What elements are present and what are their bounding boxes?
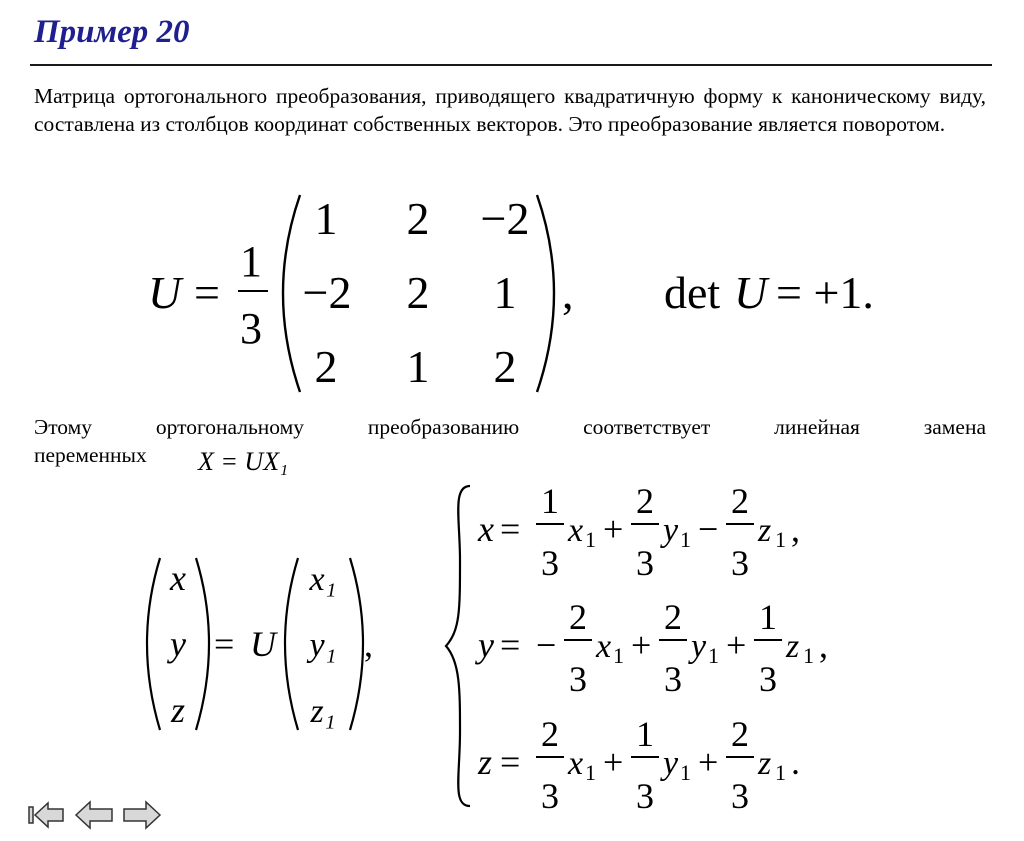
term-frac-num: 2 xyxy=(569,597,587,637)
matrix-cell: −2 xyxy=(480,193,530,244)
term-frac-num: 1 xyxy=(541,481,559,521)
formula1-frac-num: 1 xyxy=(240,237,262,286)
matrix-cell: 1 xyxy=(493,267,517,318)
system-brace xyxy=(446,486,470,806)
equation-end: , xyxy=(819,625,828,665)
term-subscript: 1 xyxy=(613,643,624,668)
arrow-right-icon xyxy=(124,802,160,828)
term-sign: + xyxy=(698,742,719,782)
matrix-cell: 1 xyxy=(406,341,430,392)
vector-right-paren-close xyxy=(350,558,363,730)
formula1-det-var: U xyxy=(734,267,768,318)
term-frac-den: 3 xyxy=(636,776,654,816)
vector-right-paren-open xyxy=(285,558,298,730)
term-sign: − xyxy=(698,509,719,549)
term-sign: + xyxy=(631,625,652,665)
vector-right-entry: y₁ xyxy=(309,627,337,664)
equation-eq: = xyxy=(500,509,521,549)
term-sign: + xyxy=(603,742,624,782)
term-frac-den: 3 xyxy=(541,776,559,816)
matrix-cell: 2 xyxy=(314,341,338,392)
term-subscript: 1 xyxy=(708,643,719,668)
term-variable: y xyxy=(663,745,679,782)
matrix-cell: 1 xyxy=(314,193,338,244)
matrix-cell: 2 xyxy=(406,193,430,244)
term-subscript: 1 xyxy=(775,527,786,552)
first-slide-button[interactable] xyxy=(26,799,66,831)
matrix-left-paren xyxy=(283,195,300,392)
term-variable: x xyxy=(568,512,584,549)
vector-left-entry: y xyxy=(170,624,186,664)
term-frac-den: 3 xyxy=(569,659,587,699)
next-slide-button[interactable] xyxy=(122,799,162,831)
vector-left-entry: x xyxy=(170,558,186,598)
formula2-u: U xyxy=(250,624,276,664)
term-frac-num: 2 xyxy=(731,714,749,754)
formula-matrix-u xyxy=(148,193,874,392)
term-subscript: 1 xyxy=(775,760,786,785)
term-sign: + xyxy=(726,625,747,665)
term-subscript: 1 xyxy=(803,643,814,668)
term-subscript: 1 xyxy=(680,527,691,552)
term-variable: x xyxy=(568,745,584,782)
term-frac-num: 1 xyxy=(759,597,777,637)
term-sign: + xyxy=(603,509,624,549)
term-frac-den: 3 xyxy=(731,776,749,816)
equation-lhs: x xyxy=(478,509,494,549)
equation-lhs: z xyxy=(478,742,493,782)
paragraph-substitution-line1: Этому ортогональному преобразованию соответствует линейная замена xyxy=(34,415,986,439)
term-subscript: 1 xyxy=(585,527,596,552)
matrix-cell: 2 xyxy=(493,341,517,392)
term-subscript: 1 xyxy=(680,760,691,785)
term-variable: y xyxy=(691,628,707,665)
term-variable: x xyxy=(596,628,612,665)
paragraph-intro: Матрица ортогонального преобразования, приводящего квадратичную форму к каноническому виду, составлена из столбцов координат собственных векторов. Это преобразование является поворотом. xyxy=(34,84,986,136)
vector-right-entry: z₁ xyxy=(310,693,336,730)
matrix-cell: 2 xyxy=(406,267,430,318)
term-frac-num: 2 xyxy=(541,714,559,754)
first-slide-icon xyxy=(29,803,63,827)
vector-left-entry: z xyxy=(170,690,186,730)
term-sign: − xyxy=(536,625,557,665)
equation-system xyxy=(446,481,828,816)
equation-eq: = xyxy=(500,742,521,782)
term-frac-num: 1 xyxy=(636,714,654,754)
equation-eq: = xyxy=(500,625,521,665)
formula1-lhs: U xyxy=(148,267,182,318)
vector-left-paren-open xyxy=(147,558,160,730)
term-variable: y xyxy=(663,512,679,549)
term-frac-den: 3 xyxy=(731,543,749,583)
vector-right-entry: x₁ xyxy=(309,561,337,598)
term-frac-den: 3 xyxy=(541,543,559,583)
equation-lhs: y xyxy=(478,625,494,665)
term-frac-den: 3 xyxy=(664,659,682,699)
prev-slide-button[interactable] xyxy=(74,799,114,831)
formula1-frac-den: 3 xyxy=(240,304,262,353)
term-variable: z xyxy=(786,628,800,665)
formula2-comma: , xyxy=(364,624,373,664)
term-variable: z xyxy=(758,745,772,782)
equation-end: , xyxy=(791,509,800,549)
term-subscript: 1 xyxy=(585,760,596,785)
matrix-right-paren xyxy=(537,195,554,392)
inline-formula: X = UX₁ xyxy=(198,447,289,476)
slide-title: Пример 20 xyxy=(34,14,190,50)
formula2-eq: = xyxy=(214,624,235,664)
term-frac-num: 2 xyxy=(664,597,682,637)
term-frac-num: 2 xyxy=(636,481,654,521)
term-frac-num: 2 xyxy=(731,481,749,521)
formula1-det: det xyxy=(664,267,721,318)
formula1-eq: = xyxy=(194,267,220,318)
equation-end: . xyxy=(791,742,800,782)
arrow-left-icon xyxy=(76,802,112,828)
formula1-det-rhs: = +1. xyxy=(776,267,874,318)
formula1-comma: , xyxy=(562,267,574,318)
formula-vector-relation xyxy=(147,558,373,730)
term-variable: z xyxy=(758,512,772,549)
matrix-cell: −2 xyxy=(302,267,352,318)
term-frac-den: 3 xyxy=(636,543,654,583)
vector-left-paren-close xyxy=(196,558,209,730)
paragraph-substitution-line2: переменных xyxy=(34,443,147,467)
term-frac-den: 3 xyxy=(759,659,777,699)
